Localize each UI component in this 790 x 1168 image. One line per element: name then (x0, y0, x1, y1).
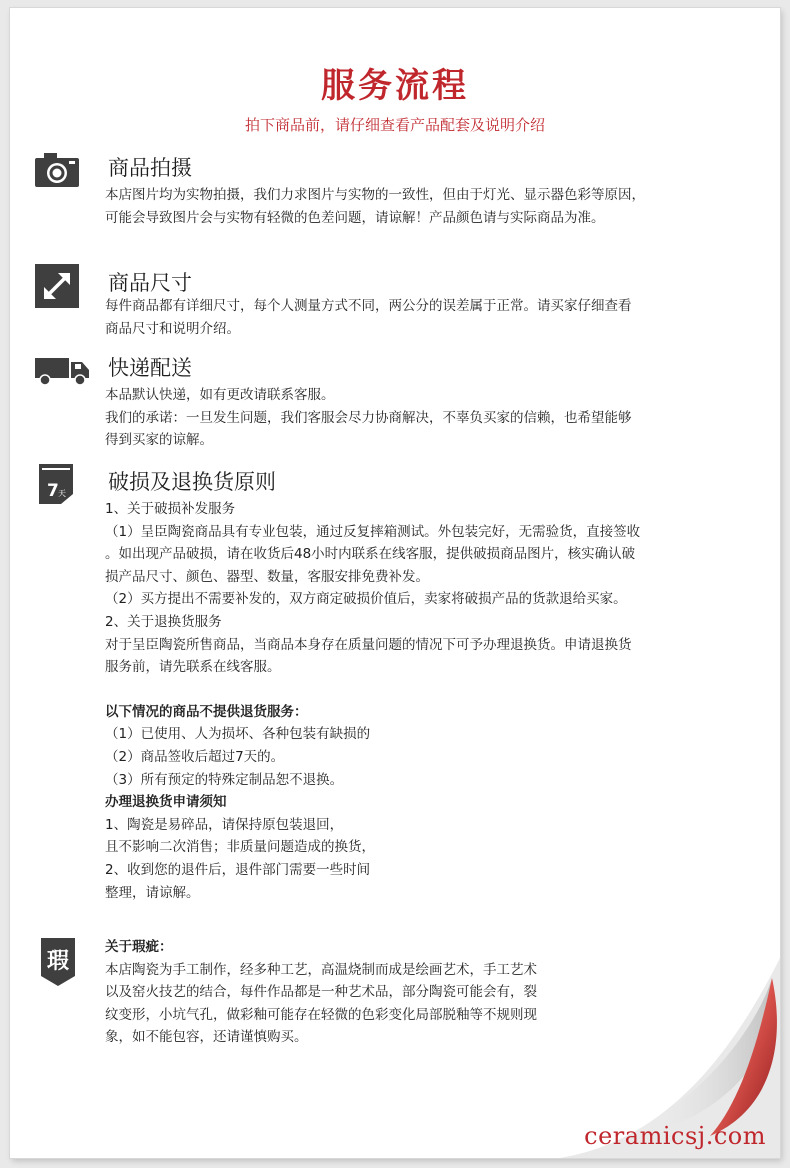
spacer (105, 679, 745, 701)
text-line: （2）买方提出不需要补发的，双方商定破损价值后，卖家将破损产品的货款退给买家。 (105, 591, 627, 608)
page-subtitle: 拍下商品前，请仔细查看产品配套及说明介绍 (244, 116, 545, 134)
text-line: 2、收到您的退件后，退件部门需要一些时间 (105, 861, 371, 878)
section-title-delivery: 快递配送 (108, 356, 192, 380)
text-line: 我们的承诺：一旦发生问题，我们客服会尽力协商解决，不辜负买家的信赖，也希望能够 (105, 409, 632, 426)
section-title-returns: 破损及退换货原则 (108, 470, 276, 494)
text-line: 每件商品都有详细尺寸，每个人测量方式不同，两公分的误差属于正常。请买家仔细查看 (105, 298, 632, 314)
text-line: 本店图片均为实物拍摄，我们力求图片与实物的一致性，但由于灯光、显示器色彩等原因， (105, 187, 645, 203)
section-body-delivery (105, 384, 745, 452)
section-title-flaws: 关于瑕疵： (105, 939, 173, 955)
text-line: （1）呈臣陶瓷商品具有专业包装，通过反复摔箱测试。外包装完好，无需验货，直接签收 (105, 523, 641, 540)
watermark: ceramicsj.com (584, 1122, 766, 1150)
section-title-size: 商品尺寸 (108, 271, 192, 295)
no-return-heading: 以下情况的商品不提供退货服务： (105, 703, 308, 720)
text-line: 商品尺寸和说明介绍。 (105, 320, 240, 337)
text-line: 整理，请谅解。 (105, 884, 200, 901)
resize-arrow-icon (35, 264, 79, 312)
text-line: 2、关于退换货服务 (105, 613, 222, 630)
seven-day-icon-unit: 天 (58, 489, 66, 498)
text-line: （1）已使用、人为损坏、各种包装有缺损的 (105, 726, 371, 743)
text-line: （2）商品签收后超过7天的。 (105, 748, 285, 765)
text-line: 以及窑火技艺的结合，每件作品都是一种艺术品，部分陶瓷可能会有，裂 (105, 984, 537, 1001)
text-line: 本品默认快递，如有更改请联系客服。 (105, 387, 335, 403)
text-line: 纹变形，小坑气孔，做彩釉可能存在轻微的色彩变化局部脱釉等不规则现 (105, 1006, 537, 1023)
section-body-photography (105, 184, 745, 229)
text-line: 损产品尺寸、颜色、器型、数量，客服安排免费补发。 (105, 568, 429, 585)
truck-icon (35, 358, 91, 390)
page-title: 服务流程 (321, 66, 469, 106)
text-line: 得到买家的谅解。 (105, 432, 213, 449)
document-page (10, 8, 780, 1158)
text-line: 。如出现产品破损，请在收货后48小时内联系在线客服，提供破损商品图片，核实确认破 (105, 546, 636, 563)
text-line: 服务前，请先联系在线客服。 (105, 659, 281, 676)
section-body-returns (105, 498, 745, 904)
process-heading: 办理退换货申请须知 (105, 794, 227, 811)
camera-icon (35, 151, 79, 191)
text-line: 1、关于破损补发服务 (105, 501, 236, 517)
text-line: 可能会导致图片会与实物有轻微的色差问题，请谅解！产品颜色请与实际商品为准。 (105, 209, 605, 226)
text-line: 对于呈臣陶瓷所售商品，当商品本身存在质量问题的情况下可予办理退换货。申请退换货 (105, 636, 632, 653)
text-line: 本店陶瓷为手工制作，经多种工艺，高温烧制而成是绘画艺术，手工艺术 (105, 961, 537, 978)
seven-day-icon (39, 464, 73, 508)
text-line: 且不影响二次消售；非质量问题造成的换货， (105, 839, 375, 856)
flaw-shield-icon (39, 936, 77, 990)
section-body-size (105, 295, 745, 340)
text-line: （3）所有预定的特殊定制品恕不退换。 (105, 771, 344, 788)
text-line: 象，如不能包容，还请谨慎购买。 (105, 1029, 308, 1046)
flaw-shield-icon-glyph: 瑕 (46, 949, 70, 974)
text-line: 1、陶瓷是易碎品，请保持原包装退回， (105, 816, 344, 833)
seven-day-icon-number: 7 (47, 481, 59, 501)
section-title-photography: 商品拍摄 (108, 156, 192, 180)
